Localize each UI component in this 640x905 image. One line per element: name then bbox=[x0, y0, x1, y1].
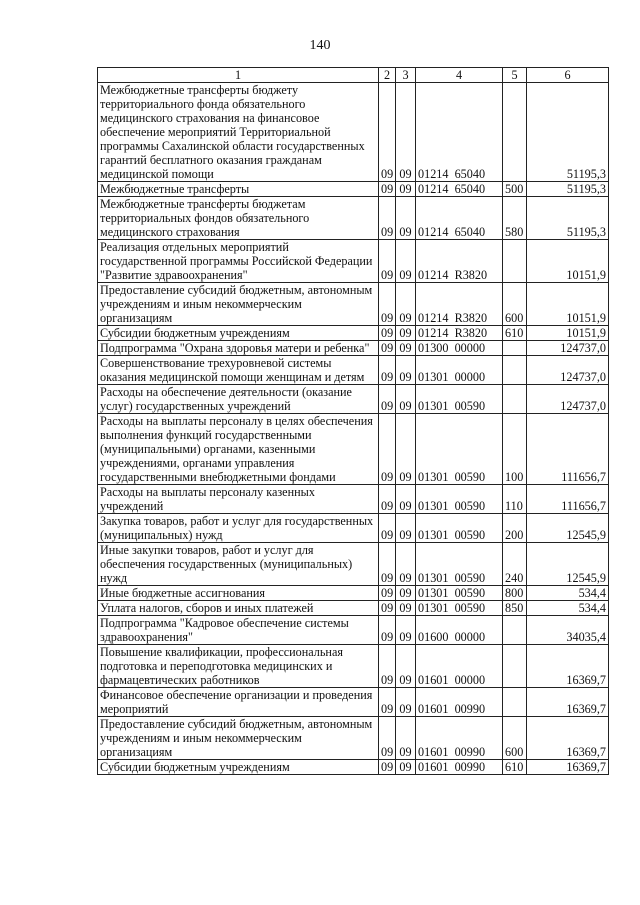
row-expense-type bbox=[503, 385, 527, 414]
table-row bbox=[98, 645, 609, 688]
row-expense-type: 600 bbox=[503, 283, 527, 326]
row-expense-type: 610 bbox=[503, 760, 527, 775]
row-name: Подпрограмма "Кадровое обеспечение системы здравоохранения" bbox=[98, 616, 379, 645]
row-section: 09 bbox=[379, 760, 396, 775]
row-expense-type bbox=[503, 83, 527, 182]
row-amount: 51195,3 bbox=[527, 182, 609, 197]
row-subsection: 09 bbox=[396, 240, 416, 283]
row-expense-type: 240 bbox=[503, 543, 527, 586]
row-expense-type bbox=[503, 240, 527, 283]
row-name: Расходы на выплаты персоналу казенных учреждений bbox=[98, 485, 379, 514]
row-target-code: 01214 65040 bbox=[416, 182, 503, 197]
table-row bbox=[98, 240, 609, 283]
row-section: 09 bbox=[379, 83, 396, 182]
row-expense-type: 200 bbox=[503, 514, 527, 543]
row-section: 09 bbox=[379, 414, 396, 485]
row-target-code: 01600 00000 bbox=[416, 616, 503, 645]
row-amount: 124737,0 bbox=[527, 385, 609, 414]
row-name: Подпрограмма "Охрана здоровья матери и ребенка" bbox=[98, 341, 379, 356]
row-amount: 111656,7 bbox=[527, 414, 609, 485]
row-amount: 534,4 bbox=[527, 601, 609, 616]
header-row bbox=[98, 68, 609, 83]
row-subsection: 09 bbox=[396, 717, 416, 760]
row-name: Предоставление субсидий бюджетным, автономным учреждениям и иным некоммерческим организациям bbox=[98, 283, 379, 326]
row-amount: 16369,7 bbox=[527, 645, 609, 688]
row-section: 09 bbox=[379, 645, 396, 688]
row-subsection: 09 bbox=[396, 326, 416, 341]
row-amount: 10151,9 bbox=[527, 240, 609, 283]
row-subsection: 09 bbox=[396, 586, 416, 601]
table-row bbox=[98, 182, 609, 197]
row-expense-type: 100 bbox=[503, 414, 527, 485]
row-target-code: 01301 00590 bbox=[416, 601, 503, 616]
row-name: Реализация отдельных мероприятий государственной программы Российской Федерации "Развитие здравоохранения" bbox=[98, 240, 379, 283]
row-subsection: 09 bbox=[396, 645, 416, 688]
row-expense-type bbox=[503, 616, 527, 645]
row-section: 09 bbox=[379, 356, 396, 385]
row-name: Повышение квалификации, профессиональная подготовка и переподготовка медицинских и фармацевтических работников bbox=[98, 645, 379, 688]
table-row bbox=[98, 514, 609, 543]
table-row bbox=[98, 414, 609, 485]
row-subsection: 09 bbox=[396, 83, 416, 182]
row-subsection: 09 bbox=[396, 760, 416, 775]
row-section: 09 bbox=[379, 543, 396, 586]
row-subsection: 09 bbox=[396, 341, 416, 356]
row-section: 09 bbox=[379, 616, 396, 645]
row-target-code: 01301 00590 bbox=[416, 414, 503, 485]
row-subsection: 09 bbox=[396, 601, 416, 616]
row-name: Межбюджетные трансферты бюджету территориального фонда обязательного медицинского страхования на финансовое обеспечение мероприятий Территориальной программы Сахалинской области государственных гарантий бесплатного оказания гражданам медицинской помощи bbox=[98, 83, 379, 182]
row-target-code: 01214 R3820 bbox=[416, 283, 503, 326]
header-col-6: 6 bbox=[527, 68, 609, 83]
row-name: Расходы на обеспечение деятельности (оказание услуг) государственных учреждений bbox=[98, 385, 379, 414]
row-amount: 51195,3 bbox=[527, 197, 609, 240]
row-name: Уплата налогов, сборов и иных платежей bbox=[98, 601, 379, 616]
row-expense-type bbox=[503, 645, 527, 688]
table-row bbox=[98, 601, 609, 616]
row-name: Иные бюджетные ассигнования bbox=[98, 586, 379, 601]
table-row bbox=[98, 197, 609, 240]
row-target-code: 01601 00990 bbox=[416, 717, 503, 760]
row-expense-type bbox=[503, 341, 527, 356]
row-amount: 34035,4 bbox=[527, 616, 609, 645]
row-subsection: 09 bbox=[396, 385, 416, 414]
row-amount: 10151,9 bbox=[527, 283, 609, 326]
row-target-code: 01301 00000 bbox=[416, 356, 503, 385]
table-row bbox=[98, 586, 609, 601]
row-section: 09 bbox=[379, 601, 396, 616]
row-amount: 12545,9 bbox=[527, 543, 609, 586]
row-amount: 124737,0 bbox=[527, 341, 609, 356]
row-expense-type: 110 bbox=[503, 485, 527, 514]
row-section: 09 bbox=[379, 385, 396, 414]
row-name: Совершенствование трехуровневой системы оказания медицинской помощи женщинам и детям bbox=[98, 356, 379, 385]
row-target-code: 01300 00000 bbox=[416, 341, 503, 356]
row-amount: 16369,7 bbox=[527, 717, 609, 760]
budget-table bbox=[97, 67, 609, 775]
row-subsection: 09 bbox=[396, 514, 416, 543]
page-number: 140 bbox=[309, 38, 331, 53]
row-target-code: 01214 65040 bbox=[416, 83, 503, 182]
row-target-code: 01301 00590 bbox=[416, 514, 503, 543]
row-section: 09 bbox=[379, 326, 396, 341]
table-row bbox=[98, 356, 609, 385]
header-col-2: 2 bbox=[379, 68, 396, 83]
row-target-code: 01214 65040 bbox=[416, 197, 503, 240]
row-amount: 10151,9 bbox=[527, 326, 609, 341]
row-section: 09 bbox=[379, 182, 396, 197]
table-row bbox=[98, 341, 609, 356]
row-amount: 16369,7 bbox=[527, 688, 609, 717]
row-section: 09 bbox=[379, 341, 396, 356]
row-name: Закупка товаров, работ и услуг для государственных (муниципальных) нужд bbox=[98, 514, 379, 543]
row-subsection: 09 bbox=[396, 356, 416, 385]
row-subsection: 09 bbox=[396, 616, 416, 645]
row-expense-type: 610 bbox=[503, 326, 527, 341]
row-section: 09 bbox=[379, 688, 396, 717]
row-subsection: 09 bbox=[396, 485, 416, 514]
row-amount: 111656,7 bbox=[527, 485, 609, 514]
table-row bbox=[98, 385, 609, 414]
row-target-code: 01214 R3820 bbox=[416, 240, 503, 283]
table-row bbox=[98, 543, 609, 586]
table-row bbox=[98, 485, 609, 514]
row-target-code: 01601 00000 bbox=[416, 645, 503, 688]
row-expense-type: 850 bbox=[503, 601, 527, 616]
table-row bbox=[98, 760, 609, 775]
row-subsection: 09 bbox=[396, 414, 416, 485]
row-subsection: 09 bbox=[396, 543, 416, 586]
row-name: Иные закупки товаров, работ и услуг для обеспечения государственных (муниципальных) нужд bbox=[98, 543, 379, 586]
row-target-code: 01601 00990 bbox=[416, 760, 503, 775]
row-expense-type bbox=[503, 688, 527, 717]
row-name: Субсидии бюджетным учреждениям bbox=[98, 760, 379, 775]
table-row bbox=[98, 283, 609, 326]
row-name: Межбюджетные трансферты бюджетам территориальных фондов обязательного медицинского страхования bbox=[98, 197, 379, 240]
row-name: Межбюджетные трансферты bbox=[98, 182, 379, 197]
row-amount: 51195,3 bbox=[527, 83, 609, 182]
table-row bbox=[98, 326, 609, 341]
header-col-4: 4 bbox=[416, 68, 503, 83]
row-expense-type bbox=[503, 356, 527, 385]
row-subsection: 09 bbox=[396, 283, 416, 326]
row-section: 09 bbox=[379, 240, 396, 283]
table-row bbox=[98, 717, 609, 760]
table-row bbox=[98, 83, 609, 182]
row-target-code: 01301 00590 bbox=[416, 485, 503, 514]
row-target-code: 01601 00990 bbox=[416, 688, 503, 717]
row-target-code: 01301 00590 bbox=[416, 586, 503, 601]
header-col-1: 1 bbox=[98, 68, 379, 83]
row-section: 09 bbox=[379, 283, 396, 326]
row-expense-type: 580 bbox=[503, 197, 527, 240]
row-name: Финансовое обеспечение организации и проведения мероприятий bbox=[98, 688, 379, 717]
row-subsection: 09 bbox=[396, 197, 416, 240]
row-expense-type: 500 bbox=[503, 182, 527, 197]
row-section: 09 bbox=[379, 586, 396, 601]
row-section: 09 bbox=[379, 717, 396, 760]
row-target-code: 01214 R3820 bbox=[416, 326, 503, 341]
header-col-5: 5 bbox=[503, 68, 527, 83]
row-section: 09 bbox=[379, 197, 396, 240]
table-row bbox=[98, 688, 609, 717]
row-section: 09 bbox=[379, 514, 396, 543]
row-amount: 12545,9 bbox=[527, 514, 609, 543]
row-target-code: 01301 00590 bbox=[416, 385, 503, 414]
row-subsection: 09 bbox=[396, 182, 416, 197]
row-amount: 16369,7 bbox=[527, 760, 609, 775]
row-amount: 124737,0 bbox=[527, 356, 609, 385]
row-subsection: 09 bbox=[396, 688, 416, 717]
row-section: 09 bbox=[379, 485, 396, 514]
table-row bbox=[98, 616, 609, 645]
header-col-3: 3 bbox=[396, 68, 416, 83]
row-name: Предоставление субсидий бюджетным, автономным учреждениям и иным некоммерческим организациям bbox=[98, 717, 379, 760]
row-amount: 534,4 bbox=[527, 586, 609, 601]
row-name: Расходы на выплаты персоналу в целях обеспечения выполнения функций государственными (муниципальными) органами, казенными учреждениями, органами управления государственными внебюджетными фондами bbox=[98, 414, 379, 485]
row-expense-type: 800 bbox=[503, 586, 527, 601]
row-target-code: 01301 00590 bbox=[416, 543, 503, 586]
row-expense-type: 600 bbox=[503, 717, 527, 760]
row-name: Субсидии бюджетным учреждениям bbox=[98, 326, 379, 341]
